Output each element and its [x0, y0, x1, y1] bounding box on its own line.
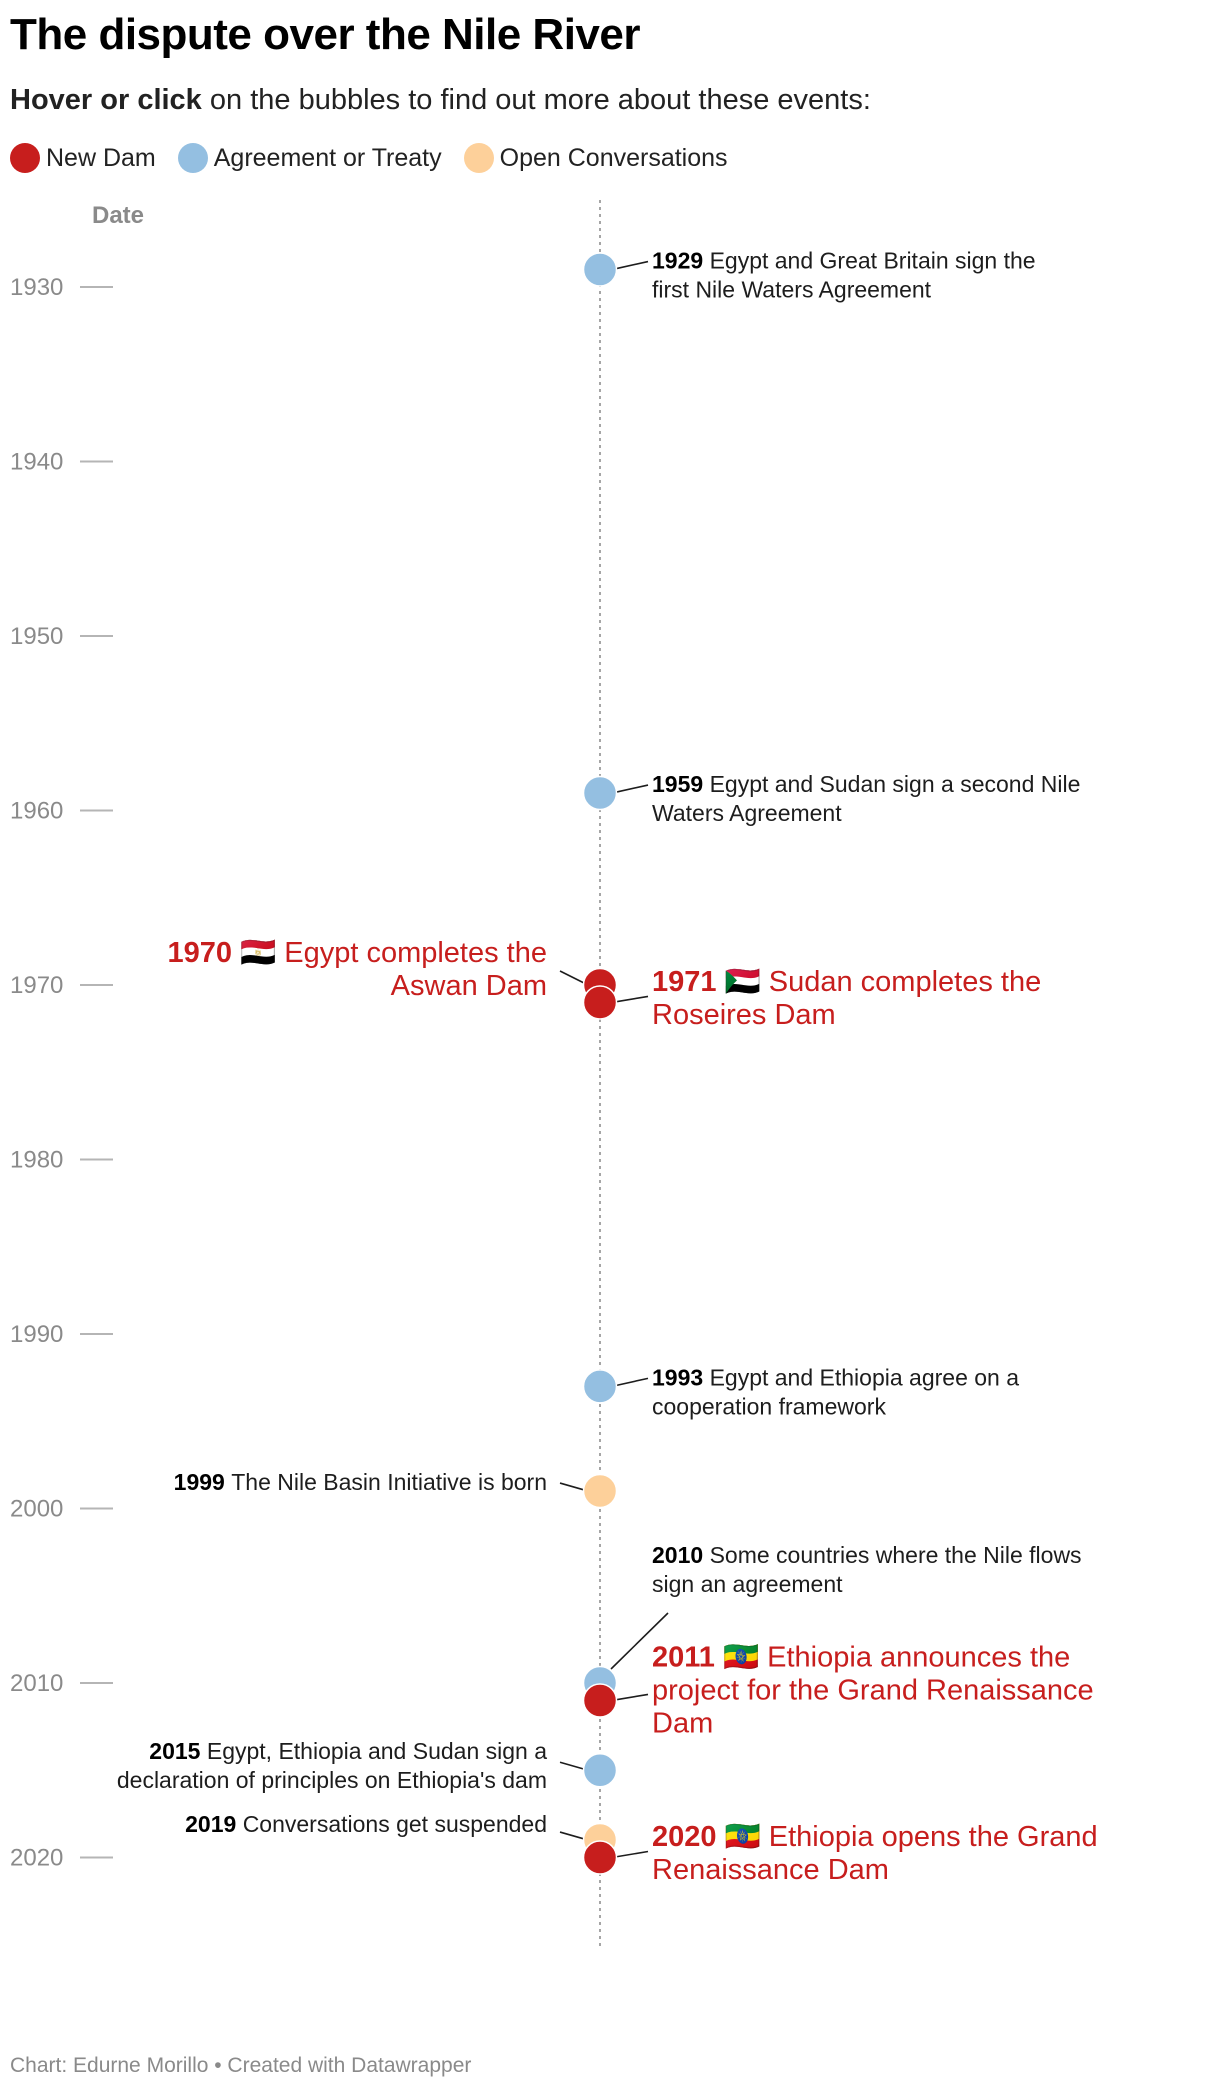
event-text: Egypt, Ethiopia and Sudan sign a — [206, 1737, 547, 1764]
event-label-line: Roseires Dam — [652, 998, 836, 1031]
event-bubble-1971 — [584, 986, 617, 1019]
event-label-2015 — [117, 1738, 547, 1793]
event-label-line: Dam — [652, 1707, 714, 1740]
event-year: 1970 — [167, 937, 241, 970]
event-label-line — [149, 1738, 547, 1764]
y-tick-label-1940: 1940 — [10, 448, 64, 476]
event-label-2011 — [652, 1641, 1094, 1739]
event-year: 1929 — [652, 247, 710, 274]
event-year: 2020 — [652, 1821, 725, 1854]
event-bubble-1999 — [584, 1475, 617, 1508]
event-text: Egypt and Great Britain sign the — [709, 247, 1036, 274]
event-label-line — [652, 1364, 1019, 1390]
y-tick-label-2020: 2020 — [10, 1844, 64, 1872]
event-bubble-1993 — [584, 1370, 617, 1403]
leader-line-1929 — [612, 262, 648, 270]
event-year: 2019 — [185, 1811, 243, 1838]
leader-line-2011 — [612, 1694, 648, 1700]
event-bubble-1959 — [584, 777, 617, 810]
event-label-line — [185, 1811, 547, 1837]
chart-title: The dispute over the Nile River — [10, 10, 640, 59]
event-label-1999 — [174, 1469, 547, 1495]
event-label-line — [652, 966, 1041, 998]
legend-label-agreement: Agreement or Treaty — [213, 143, 442, 172]
event-year: 2015 — [149, 1737, 207, 1764]
y-tick-label-2000: 2000 — [10, 1495, 64, 1523]
y-tick-label-1960: 1960 — [10, 797, 64, 825]
event-text: Egypt and Ethiopia agree on a — [709, 1364, 1020, 1391]
event-label-2010 — [652, 1542, 1082, 1597]
y-axis-label: Date — [92, 202, 145, 229]
y-tick-label-2010: 2010 — [10, 1670, 64, 1697]
event-year: 2010 — [652, 1542, 710, 1568]
event-label-1993 — [652, 1364, 1019, 1419]
event-label-line — [652, 1821, 1098, 1853]
leader-line-1959 — [612, 785, 648, 793]
y-tick-label-1930: 1930 — [10, 274, 64, 301]
flag-icon: 🇪🇹 — [724, 1821, 769, 1854]
flag-icon: 🇪🇹 — [722, 1641, 768, 1674]
flag-icon: 🇪🇬 — [240, 937, 285, 970]
legend-label-open-conversations: Open Conversations — [499, 143, 728, 172]
chart-credit: Chart: Edurne Morillo • Created with Datawrapper — [10, 2054, 472, 2077]
event-label-line — [652, 248, 1036, 274]
y-tick-label-1950: 1950 — [10, 623, 64, 650]
event-text: Some countries where the Nile flows — [709, 1542, 1082, 1568]
event-year: 2011 — [652, 1641, 723, 1674]
event-label-1929 — [652, 248, 1036, 303]
event-label-1970 — [167, 937, 547, 1002]
event-text: Ethiopia opens the Grand — [768, 1821, 1098, 1854]
event-label-line: declaration of principles on Ethiopia's dam — [116, 1766, 547, 1793]
event-text: Egypt and Sudan sign a second Nile — [709, 771, 1081, 798]
event-label-line: Renaissance Dam — [652, 1854, 889, 1887]
event-text: Sudan completes the — [768, 965, 1042, 998]
event-label-line: cooperation framework — [652, 1393, 886, 1420]
flag-icon: 🇸🇩 — [724, 965, 769, 998]
leader-line-1971 — [612, 996, 648, 1002]
y-tick-label-1990: 1990 — [10, 1321, 64, 1348]
event-label-1971 — [652, 966, 1041, 1031]
event-label-line — [174, 1469, 547, 1495]
event-year: 1959 — [652, 771, 710, 798]
event-year: 1999 — [173, 1469, 232, 1496]
event-label-line — [167, 937, 547, 969]
event-year: 1993 — [652, 1364, 710, 1391]
event-bubble-2015 — [584, 1754, 617, 1787]
legend-label-new-dam: New Dam — [46, 143, 156, 172]
event-bubble-2020 — [584, 1841, 617, 1874]
event-text: Conversations get suspended — [242, 1811, 547, 1838]
subtitle-text: on the bubbles to find out more about these events: — [201, 84, 871, 116]
event-text: Ethiopia announces the — [767, 1641, 1071, 1674]
event-year: 1971 — [652, 965, 725, 998]
event-text: Egypt completes the — [284, 937, 547, 970]
leader-line-2020 — [612, 1852, 648, 1858]
event-label-line — [652, 1542, 1082, 1568]
event-label-line: Aswan Dam — [390, 970, 547, 1003]
leader-line-1993 — [612, 1378, 648, 1386]
y-tick-label-1980: 1980 — [10, 1146, 64, 1174]
event-label-line: Waters Agreement — [652, 800, 842, 827]
event-label-1959 — [652, 771, 1080, 826]
event-label-line — [652, 771, 1080, 797]
event-label-line — [652, 1641, 1070, 1673]
y-tick-label-1970: 1970 — [10, 972, 64, 999]
event-label-line: project for the Grand Renaissance — [652, 1674, 1094, 1707]
event-text: The Nile Basin Initiative is born — [231, 1469, 547, 1496]
subtitle-emphasis: Hover or click — [10, 84, 202, 116]
event-bubble-2011 — [584, 1684, 617, 1717]
event-bubble-1929 — [584, 253, 617, 286]
event-label-2020 — [652, 1821, 1098, 1886]
event-label-2019 — [185, 1811, 547, 1837]
event-label-line: sign an agreement — [652, 1571, 843, 1597]
event-label-line: first Nile Waters Agreement — [652, 276, 932, 303]
